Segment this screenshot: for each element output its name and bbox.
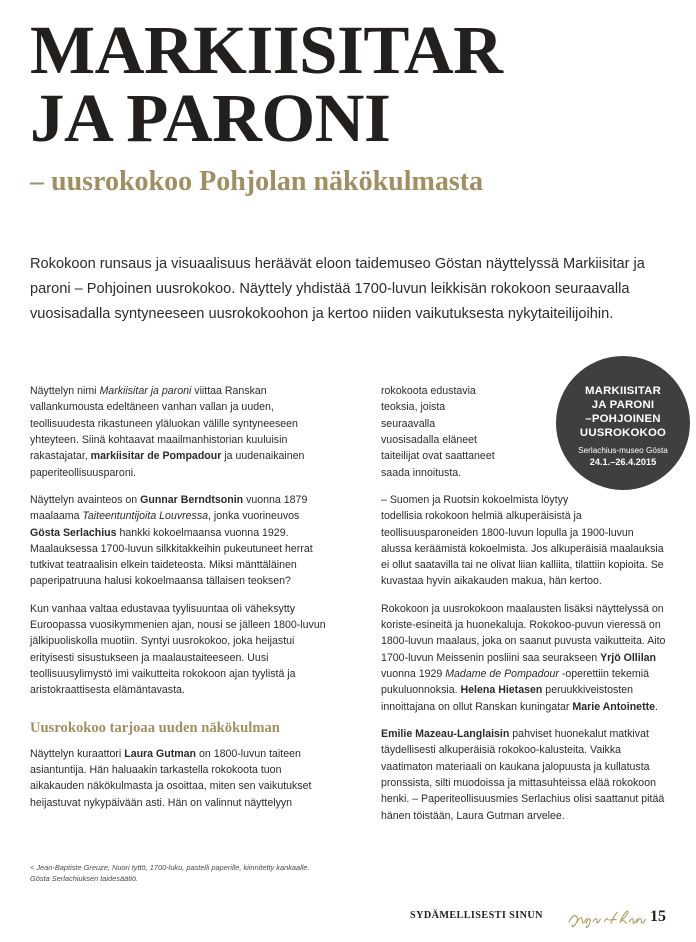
artwork-title: Taiteentuntijoita Louvressa: [82, 510, 209, 523]
text-run: pahviset huonekalut matkivat täydellisesti alkuperäisiä rokokoo-kalusteita. Vaikka vaatimaton materiaali on kaukana jalopuusta ja kullatusta pronssista, silti muodoissa ja mittasuhteissa elää rokokoon henki. – Paperiteollisuusmies Serlachius olisi saattanut pitää hänen töistään, Laura Gutman arvelee.: [381, 727, 665, 822]
left-column: [30, 383, 326, 822]
text-run: viittaa Ranskan vallankumousta edeltäneen vanhan vallan ja uuden, teollisuudesta rikastuneen yläluokan välille syntyneeseen yhteyteen. Siinä kohtaavat maailmanhistorian kuuluisin rakastajatar,: [30, 385, 298, 463]
text-run: .: [655, 700, 658, 713]
image-caption: [30, 862, 330, 884]
text-run: vuonna 1879 maalaama: [30, 493, 308, 523]
badge-dates: 24.1.–26.4.2015: [589, 457, 657, 468]
right-paragraph-4: [381, 726, 666, 824]
lead-paragraph: Rokokoon runsaus ja visuaalisuus heräävät eloon taidemuseo Göstan näyttelyssä Markiisitar ja paroni – Pohjoinen uusrokokoo. Näyttely yhdistää 1700-luvun leikkisän rokokoon seuraavalla vuosisadalla syntyneeseen uusrokokoohon ja kertoo niiden vaikutuksesta nykytaiteilijoihin.: [30, 256, 645, 323]
text-run: peruukkiveistosten innoittajana on ollut Ranskan kuningatar: [381, 684, 634, 713]
footer-tagline: SYDÄMELLISESTI SINUN: [410, 910, 543, 921]
person-name: Helena Hietasen: [460, 684, 543, 697]
person-name: Emilie Mazeau-Langlaisin: [381, 727, 510, 740]
text-run: hankki kokoelmaansa vuonna 1929. Maalauksessa 1700-luvun silkkitakkeihin pukeutuneet herrat tutkivat teatraalisin elkein taideteosta. Miksi mänttäläinen paperipatruuna halusi kokoelmaansa tällaisen teoksen?: [30, 526, 313, 588]
right-paragraph-2: – Suomen ja Ruotsin kokoelmista löytyy todellisia rokokoon helmiä alkuperäisistä ja teollisuusparoneiden 1800-luvun lopulla ja 1900-luvun alussa keräämistä kokoelmista. Jos alkuperäisiä maalauksia ei ollut saatavilla tai ne olivat liian kalliita, tilattiin kopioita. Se kuvastaa hyvin aikakauden makua, hän kertoo.: [381, 493, 664, 588]
masthead: [30, 12, 666, 198]
badge-title-line-3: –POHJOINEN: [585, 413, 661, 426]
text-run: Jean-Baptiste Greuze,: [34, 863, 112, 872]
left-paragraph-4: [30, 746, 326, 811]
left-paragraph-3: Kun vanhaa valtaa edustavaa tyylisuuntaa oli väheksytty Euroopassa vuosikymmenien ajan, nousi se jälleen 1800-luvun jälkipuoliskolla muotiin. Syntyi uusrokokoo, joka heijastui erityisesti sisustukseen ja maalaustaiteeseen. Uusi teollisuusylimystö imi vaikutteita rokokoon ajan tyylistä ja aristokraattisesta elämäntavasta.: [30, 602, 326, 697]
text-run: vuonna 1929: [381, 668, 446, 680]
section-subheading: Uusrokokoo tarjoaa uuden näkökulman: [30, 719, 280, 736]
caption-arrow-icon: <: [30, 863, 35, 872]
person-name: markiisitar de Pompadour: [90, 450, 222, 463]
right-paragraph-1: rokokoota edustavia teoksia, joista seuraavalla vuosisadalla eläneet taiteilijat ovat saattaneet saada innoitusta.: [381, 385, 495, 479]
badge-title: [556, 384, 690, 441]
person-name: Gunnar Berndtsonin: [140, 493, 244, 506]
person-name: Gösta Serlachius: [30, 526, 117, 539]
text-run: on 1800-luvun taiteen asiantuntija. Hän haluaakin tarkastella rokokoota tuon aikakauden näkökulmasta ja osoittaa, miten sen vaikutukset heijastuvat nykypäivään asti. Hän on valinnut näyttelyyn: [30, 747, 312, 809]
badge-title-line-2: JA PARONI: [591, 399, 655, 412]
artwork-title: Nuori tyttö: [111, 863, 146, 872]
person-name: Yrjö Ollilan: [600, 651, 657, 664]
artwork-title: Markiisitar ja paroni: [99, 385, 192, 397]
left-paragraph-1: [30, 383, 326, 481]
page-number: 15: [650, 908, 666, 925]
text-run: , jonka vuorineuvos: [208, 510, 300, 523]
exhibition-badge: [556, 356, 690, 490]
page-footer: [30, 908, 666, 932]
text-run: Rokokoon ja uusrokokoon maalausten lisäksi näyttelyssä on koriste-esineitä ja huonekaluja. Rokokoo-puvun vieressä on 1800-luvun maalaus, joka on saanut puvusta vaikutteita. Aito 1700-luvun Meissenin posliini saa seurakseen: [381, 602, 666, 664]
person-name: Marie Antoinette: [572, 700, 656, 713]
text-run: Näyttelyn avainteos on: [30, 493, 141, 506]
badge-museum: Serlachius-museo Gösta: [578, 445, 668, 455]
badge-title-line-4: UUSROKOKOO: [579, 427, 667, 440]
text-run: -operettiin tekemiä pukuluonnoksia.: [381, 668, 649, 697]
page-subtitle: – uusrokokoo Pohjolan näkökulmasta: [30, 166, 484, 198]
text-run: ja uudenaikainen paperiteollisuusparoni.: [30, 450, 305, 479]
page-title-line-2: JA PARONI: [30, 79, 391, 156]
right-paragraph-3: [381, 601, 666, 715]
text-run: Näyttelyn nimi: [30, 385, 100, 397]
person-name: Laura Gutman: [124, 747, 197, 760]
page-title-line-1: MARKIISITAR: [30, 12, 503, 88]
text-run: , 1700-luku, pastelli paperille, kiinnitetty kankaalle. Gösta Serlachiuksen taidesäätiö.: [30, 863, 310, 884]
left-paragraph-2: [30, 492, 326, 590]
text-run: Näyttelyn kuraattori: [30, 747, 125, 760]
artwork-title: Madame de Pompadour: [445, 668, 559, 680]
badge-title-line-1: MARKIISITAR: [584, 385, 662, 397]
